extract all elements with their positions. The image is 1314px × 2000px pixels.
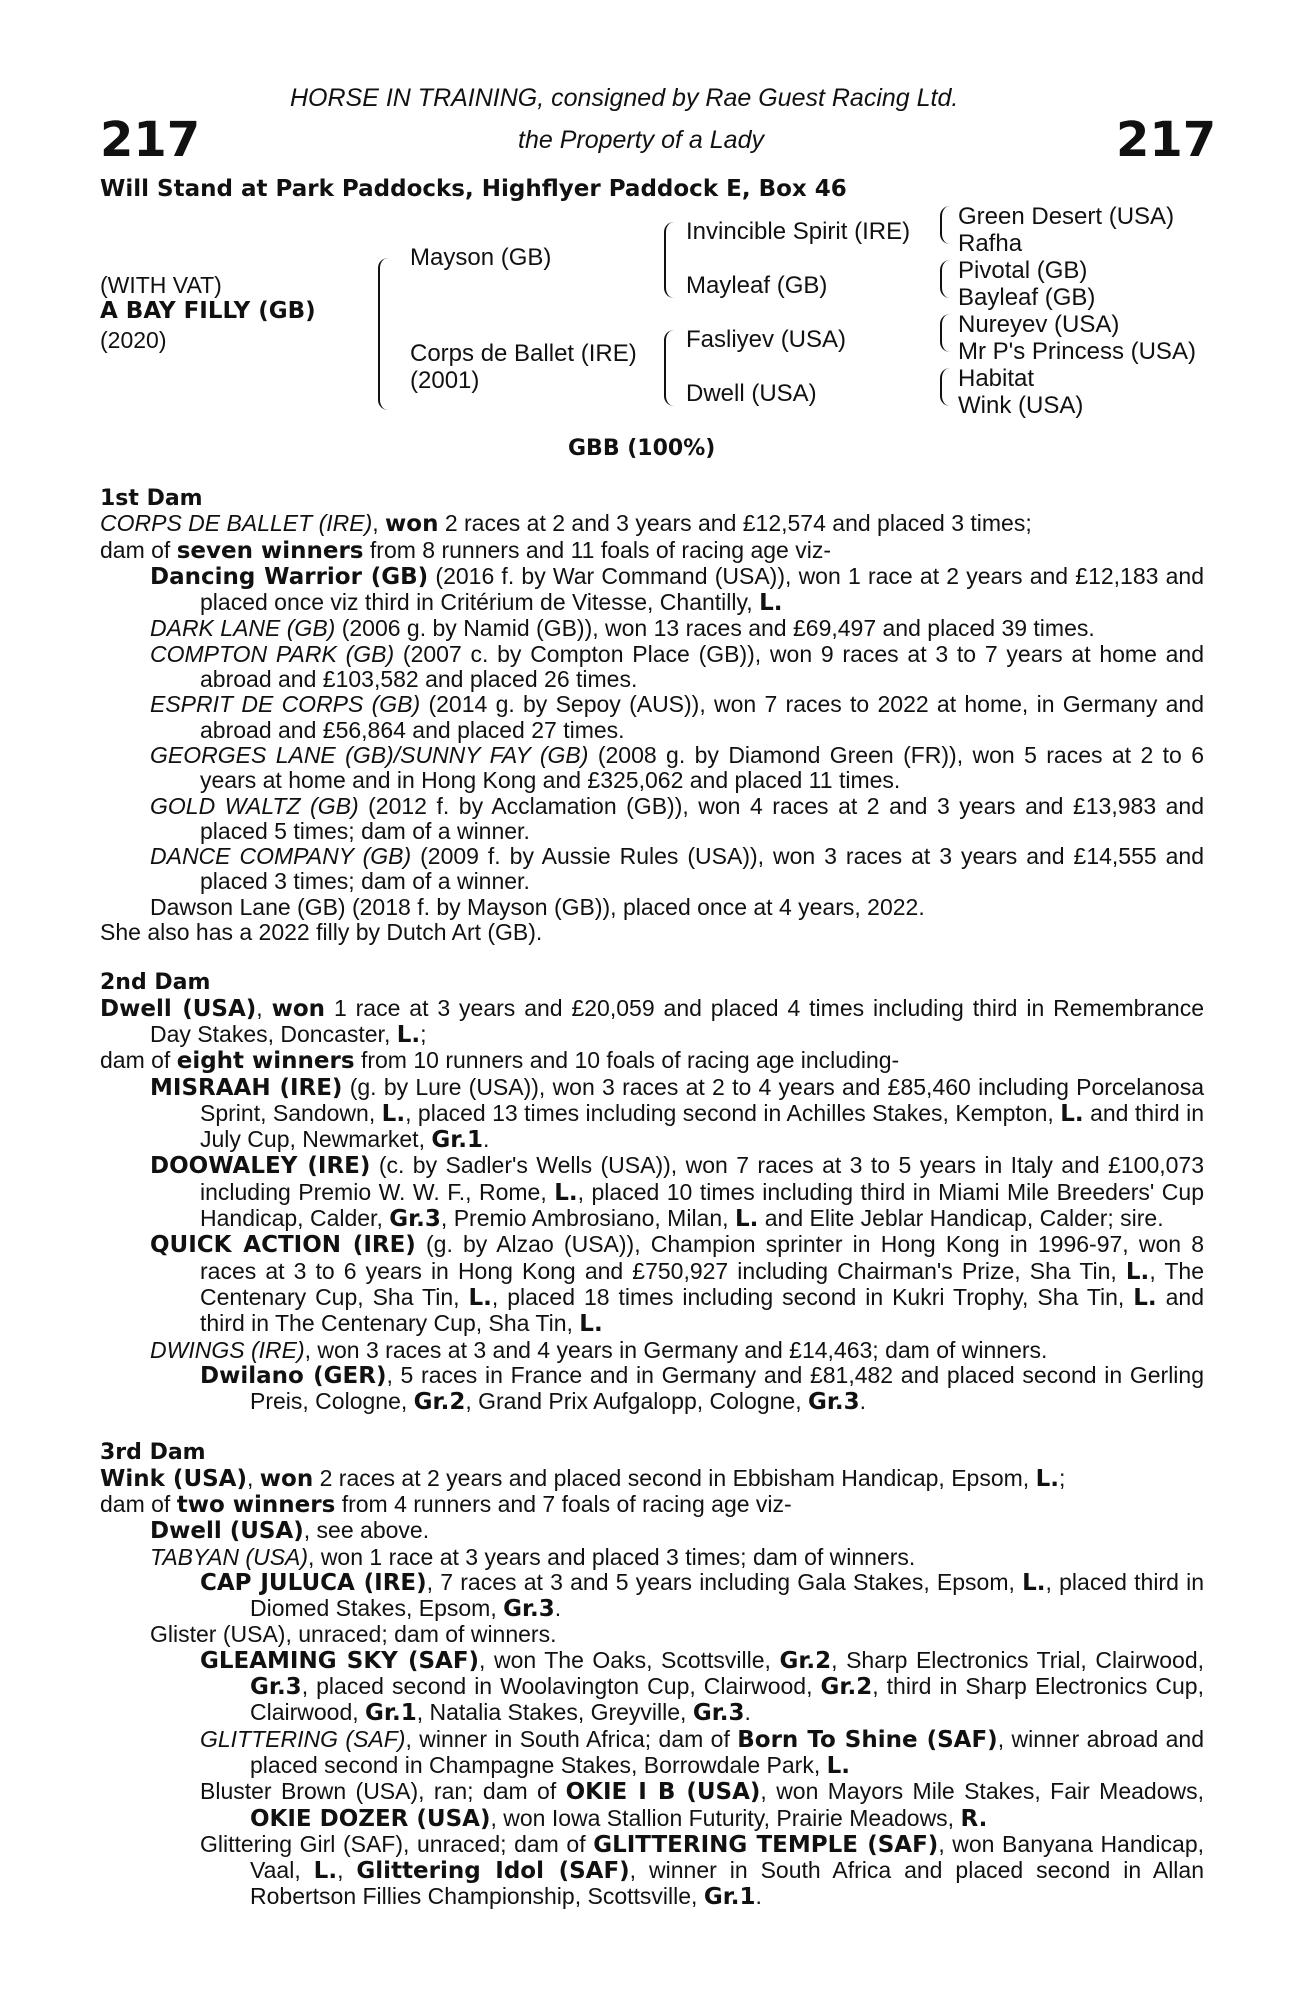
pedigree-ds: Fasliyev (USA) (686, 326, 847, 353)
pedigree-brace-2b (664, 330, 674, 406)
pedigree-brace-1 (378, 258, 390, 410)
produce-entry: DANCE COMPANY (GB) (2009 f. by Aussie Rules (USA)), won 3 races at 3 years and £14,555 and placed 3 times; dam of a winner. (150, 843, 1205, 895)
produce-entry: QUICK ACTION (IRE) (g. by Alzao (USA)), Champion sprinter in Hong Kong in 1996-97, won 8 races at 3 to 6 years in Hong Kong and £750,927 including Chairman's Prize, Sha Tin, L., The Centenary Cup, Sha Tin, L., placed 18 times including second in Kukri Trophy, Sha Tin, L. and third in The Centenary Cup, Sha Tin, L. (150, 1231, 1205, 1338)
produce-entry: Glittering Girl (SAF), unraced; dam of GLITTERING TEMPLE (SAF), won Banyana Handicap, Vaal, L., Glittering Idol (SAF), winner in South Africa and placed second in Allan Robertson Fillies Championship, Scottsville, Gr.1. (200, 1830, 1205, 1911)
pedigree-dd: Dwell (USA) (686, 380, 817, 407)
third-dam-produce-summary: dam of two winners from 4 runners and 7 foals of racing age viz- (100, 1490, 792, 1518)
third-dam-intro: Wink (USA), won 2 races at 2 years and placed second in Ebbisham Handicap, Epsom, L.; (100, 1464, 1066, 1492)
lot-number-left: 217 (100, 112, 201, 168)
pedigree-dds: Habitat (958, 365, 1035, 392)
produce-entry: GLEAMING SKY (SAF), won The Oaks, Scottsville, Gr.2, Sharp Electronics Trial, Clairwood, Gr.3, placed second in Woolavington Cup, Clairwood, Gr.2, third in Sharp Electronics Cup, Clairwood, Gr.1, Natalia Stakes, Greyville, Gr.3. (200, 1646, 1204, 1727)
third-dam-heading: 3rd Dam (100, 1440, 206, 1466)
first-dam-produce-summary: dam of seven winners from 8 runners and 11 foals of racing age viz- (100, 536, 831, 564)
second-dam-produce-summary: dam of eight winners from 10 runners and 10 foals of racing age including- (100, 1047, 900, 1075)
produce-entry: COMPTON PARK (GB) (2007 c. by Compton Place (GB)), won 9 races at 3 to 7 years at home and abroad and £103,582 and placed 26 times. (150, 640, 1205, 693)
produce-entry: DWINGS (IRE), won 3 races at 3 and 4 years in Germany and £14,463; dam of winners. (150, 1336, 1048, 1363)
produce-entry: Bluster Brown (USA), ran; dam of OKIE I B (USA), won Mayors Mile Stakes, Fair Meadows, OKIE DOZER (USA), won Iowa Stallion Futurity, Prairie Meadows, R. (200, 1778, 1204, 1832)
pedigree-brace-3b (940, 260, 950, 298)
horse-name: A BAY FILLY (GB) (100, 298, 316, 324)
pedigree-dss: Nureyev (USA) (958, 311, 1120, 338)
pedigree-brace-3d (940, 368, 950, 406)
second-dam-intro: Dwell (USA), won 1 race at 3 years and £20,059 and placed 4 times including third in Remembrance Day Stakes, Doncaster, L.; (100, 994, 1205, 1048)
dam-record: 2 races at 2 and 3 years and £12,574 and placed 3 times; (444, 510, 1032, 537)
won-label: won (385, 511, 439, 538)
produce-entry: TABYAN (USA), won 1 race at 3 years and placed 3 times; dam of winners. (150, 1543, 916, 1570)
produce-entry: Glister (USA), unraced; dam of winners. (150, 1621, 557, 1648)
stand-location: Will Stand at Park Paddocks, Highflyer Paddock E, Box 46 (100, 176, 847, 202)
produce-entry: CAP JULUCA (IRE), 7 races at 3 and 5 years including Gala Stakes, Epsom, L., placed third in Diomed Stakes, Epsom, Gr.3. (200, 1568, 1204, 1623)
pedigree-dam: Corps de Ballet (IRE) (410, 340, 637, 367)
consignor-line: HORSE IN TRAINING, consigned by Rae Guest Racing Ltd. (290, 84, 959, 112)
property-line: the Property of a Lady (518, 126, 764, 154)
dam-name: CORPS DE BALLET (IRE) (100, 510, 373, 537)
second-dam-heading: 2nd Dam (100, 970, 211, 996)
pedigree-ssd: Rafha (958, 230, 1023, 257)
produce-entry: Dwell (USA), see above. (150, 1517, 430, 1545)
pedigree-brace-2a (664, 222, 674, 298)
produce-entry: Dancing Warrior (GB) (2016 f. by War Command (USA)), won 1 race at 2 years and £12,183 and placed once viz third in Critérium de Vitesse, Chantilly, L. (150, 562, 1205, 617)
gbb-percentage: GBB (100%) (568, 436, 716, 461)
pedigree-sire: Mayson (GB) (410, 244, 552, 271)
catalogue-body (100, 486, 1204, 1911)
pedigree-sdd: Bayleaf (GB) (958, 284, 1096, 311)
vat-note: (WITH VAT) (100, 272, 222, 298)
first-dam-intro: CORPS DE BALLET (IRE), won 2 races at 2 and 3 years and £12,574 and placed 3 times; (100, 510, 1032, 538)
pedigree-dsd: Mr P's Princess (USA) (958, 338, 1196, 365)
produce-entry: GOLD WALTZ (GB) (2012 f. by Acclamation (GB)), won 4 races at 2 and 3 years and £13,983 and placed 5 times; dam of a winner. (150, 792, 1205, 844)
produce-note: She also has a 2022 filly by Dutch Art (GB). (100, 919, 543, 946)
produce-entry: Dwilano (GER), 5 races in France and in Germany and £81,482 and placed second in Gerling Preis, Cologne, Gr.2, Grand Prix Aufgalopp, Cologne, Gr.3. (200, 1361, 1204, 1416)
pedigree-brace-3a (940, 206, 950, 244)
produce-entry: DOOWALEY (IRE) (c. by Sadler's Wells (USA)), won 7 races at 3 to 5 years in Italy and £100,073 including Premio W. W. F., Rome, L., placed 10 times including third in Miami Mile Breeders' Cup Handicap, Calder, Gr.3, Premio Ambrosiano, Milan, L. and Elite Jeblar Handicap, Calder; sire. (150, 1152, 1204, 1233)
produce-entry: GEORGES LANE (GB)/SUNNY FAY (GB) (2008 g. by Diamond Green (FR)), won 5 races at 2 to 6 years at home and in Hong Kong and £325,062 and placed 11 times. (150, 741, 1205, 794)
pedigree-dam-year: (2001) (410, 367, 480, 394)
produce-entry: MISRAAH (IRE) (g. by Lure (USA)), won 3 races at 2 to 4 years and £85,460 including Porcelanosa Sprint, Sandown, L., placed 13 times including second in Achilles Stakes, Kempton, L. and third in July Cup, Newmarket, Gr.1. (150, 1073, 1205, 1154)
pedigree-brace-3c (940, 314, 950, 352)
produce-entry: Dawson Lane (GB) (2018 f. by Mayson (GB)), placed once at 4 years, 2022. (150, 893, 925, 920)
horse-year: (2020) (100, 327, 167, 353)
pedigree-ddd: Wink (USA) (958, 392, 1084, 419)
produce-entry: GLITTERING (SAF), winner in South Africa; dam of Born To Shine (SAF), winner abroad and placed second in Champagne Stakes, Borrowdale Park, L. (200, 1725, 1205, 1779)
pedigree-sds: Pivotal (GB) (958, 257, 1088, 284)
produce-entry: DARK LANE (GB) (2006 g. by Namid (GB)), won 13 races and £69,497 and placed 39 times. (150, 615, 1095, 642)
pedigree-sd: Mayleaf (GB) (686, 272, 828, 299)
pedigree-sss: Green Desert (USA) (958, 203, 1175, 230)
pedigree-ss: Invincible Spirit (IRE) (686, 218, 911, 245)
first-dam-heading: 1st Dam (100, 486, 203, 511)
produce-entry: ESPRIT DE CORPS (GB) (2014 g. by Sepoy (AUS)), won 7 races to 2022 at home, in Germany and abroad and £56,864 and placed 27 times. (150, 691, 1204, 743)
lot-number-right: 217 (1116, 112, 1217, 168)
